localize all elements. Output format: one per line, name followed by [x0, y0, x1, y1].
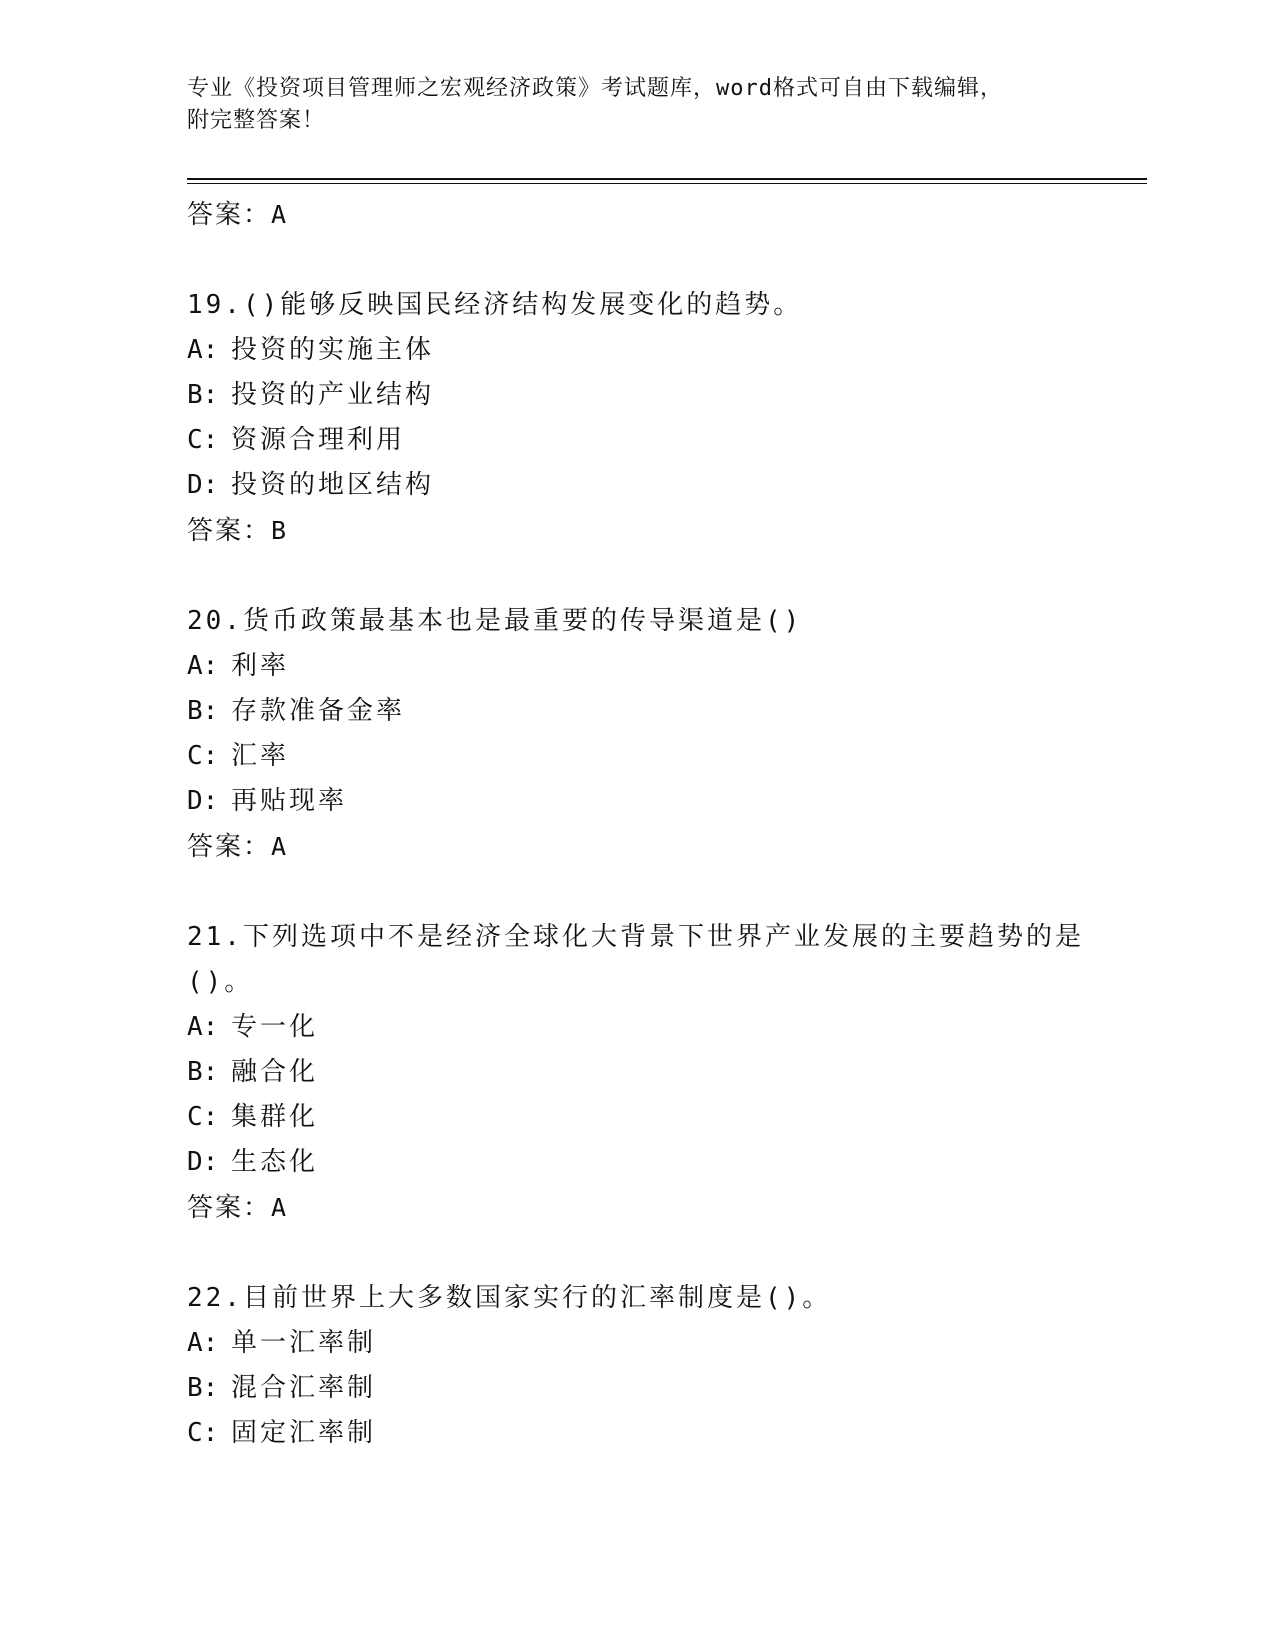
option-text: 投资的地区结构	[231, 470, 435, 500]
option-text: 汇率	[231, 741, 290, 771]
option-a	[187, 1321, 1107, 1366]
question-19	[187, 283, 1107, 553]
option-text: 利率	[231, 651, 290, 681]
option-key: A:	[187, 1328, 219, 1358]
option-text: 投资的产业结构	[231, 380, 435, 410]
option-a	[187, 328, 1107, 373]
option-text: 混合汇率制	[231, 1373, 377, 1403]
question-20	[187, 599, 1107, 869]
option-c	[187, 734, 1107, 779]
question-stem: 21.下列选项中不是经济全球化大背景下世界产业发展的主要趋势的是()。	[187, 922, 1084, 997]
option-text: 融合化	[231, 1057, 319, 1087]
document-header	[187, 73, 1087, 137]
option-key: B:	[187, 1373, 219, 1403]
option-b	[187, 1050, 1107, 1095]
header-line-2: 附完整答案！	[187, 108, 326, 133]
option-d	[187, 463, 1107, 508]
answer-value: A	[271, 832, 287, 861]
answer-line	[187, 824, 1107, 869]
option-c	[187, 1095, 1107, 1140]
option-d	[187, 779, 1107, 824]
answer-value: B	[271, 516, 287, 545]
option-text: 集群化	[231, 1102, 319, 1132]
option-c	[187, 418, 1107, 463]
answer-value: A	[271, 1193, 287, 1222]
option-text: 专一化	[231, 1012, 319, 1042]
option-text: 资源合理利用	[231, 425, 406, 455]
answer-label: 答案：	[187, 832, 272, 862]
option-key: D:	[187, 786, 219, 816]
option-b	[187, 1366, 1107, 1411]
option-a	[187, 1005, 1107, 1050]
option-text: 再贴现率	[231, 786, 348, 816]
header-divider	[187, 178, 1147, 184]
option-key: D:	[187, 1147, 219, 1177]
option-key: A:	[187, 335, 219, 365]
answer-label: 答案：	[187, 1193, 272, 1223]
option-key: C:	[187, 1418, 219, 1448]
option-key: A:	[187, 1012, 219, 1042]
answer-label: 答案：	[187, 200, 272, 230]
answer-label: 答案：	[187, 516, 272, 546]
answer-line	[187, 508, 1107, 553]
question-21	[187, 915, 1107, 1230]
option-c	[187, 1411, 1107, 1456]
question-stem: 20.货币政策最基本也是最重要的传导渠道是()	[187, 606, 803, 636]
option-key: C:	[187, 425, 219, 455]
option-text: 单一汇率制	[231, 1328, 377, 1358]
option-key: B:	[187, 380, 219, 410]
answer-line	[187, 1185, 1107, 1230]
option-d	[187, 1140, 1107, 1185]
answer-value: A	[271, 200, 287, 229]
header-line-1: 专业《投资项目管理师之宏观经济政策》考试题库，word格式可自由下载编辑，	[187, 76, 1003, 101]
option-key: D:	[187, 470, 219, 500]
question-22	[187, 1276, 1107, 1456]
option-text: 投资的实施主体	[231, 335, 435, 365]
option-b	[187, 373, 1107, 418]
question-stem: 22.目前世界上大多数国家实行的汇率制度是()。	[187, 1283, 832, 1313]
option-b	[187, 689, 1107, 734]
question-stem: 19.()能够反映国民经济结构发展变化的趋势。	[187, 290, 803, 320]
option-text: 存款准备金率	[231, 696, 406, 726]
option-key: C:	[187, 1102, 219, 1132]
option-key: B:	[187, 696, 219, 726]
option-key: A:	[187, 651, 219, 681]
option-key: B:	[187, 1057, 219, 1087]
question-list	[187, 192, 1107, 1456]
document-page	[187, 0, 1147, 1650]
option-key: C:	[187, 741, 219, 771]
option-a	[187, 644, 1107, 689]
option-text: 生态化	[231, 1147, 319, 1177]
answer-line-18	[187, 192, 1107, 237]
option-text: 固定汇率制	[231, 1418, 377, 1448]
